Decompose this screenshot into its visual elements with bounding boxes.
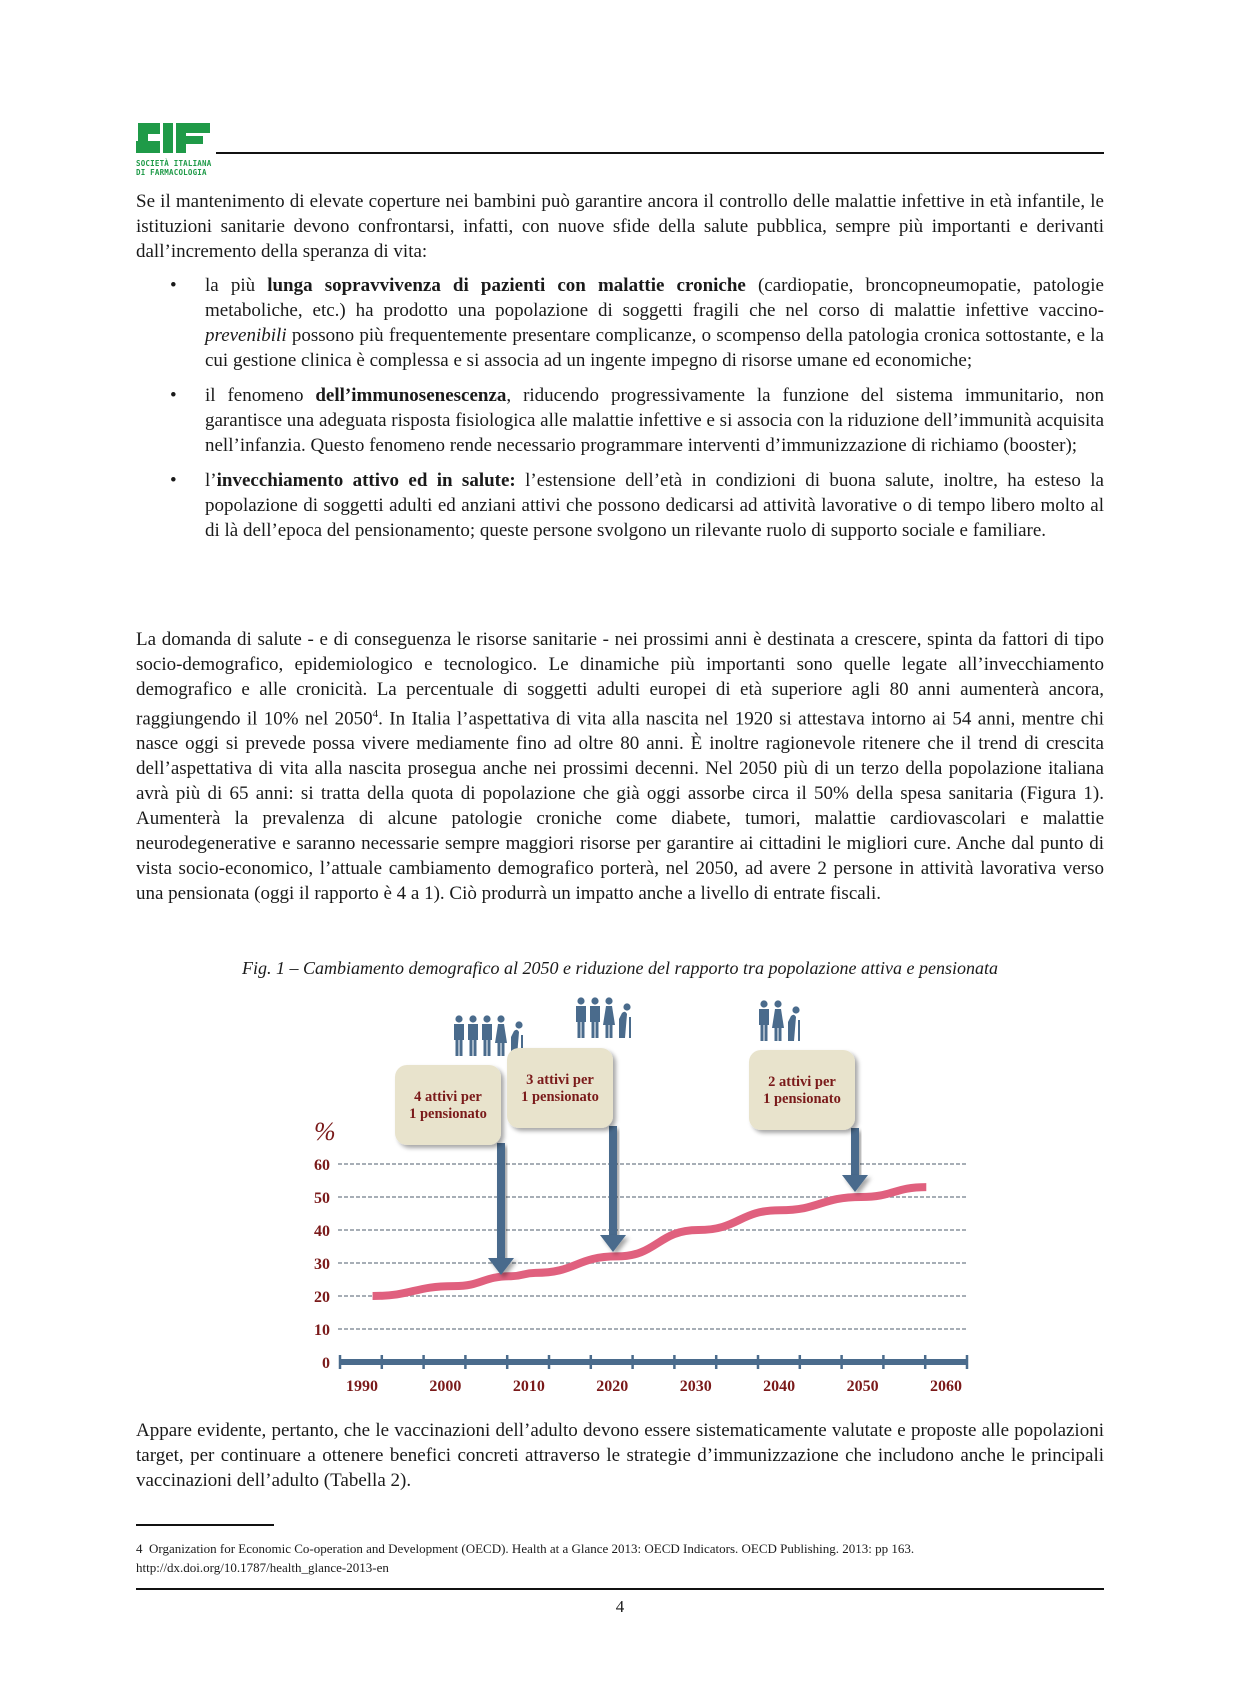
person-leg bbox=[456, 1039, 459, 1056]
callout-line1: 3 attivi per bbox=[526, 1072, 594, 1088]
main-paragraph bbox=[136, 627, 1104, 906]
person-leg bbox=[596, 1021, 599, 1038]
person-leg bbox=[488, 1039, 491, 1056]
bullet-dot-icon: • bbox=[170, 385, 177, 406]
bullet-list bbox=[136, 273, 1104, 553]
people-icon bbox=[759, 1000, 800, 1041]
x-tick-label: 2050 bbox=[846, 1378, 879, 1395]
annotations bbox=[395, 997, 868, 1275]
footer-rule bbox=[136, 1588, 1104, 1590]
bullet-bold: invecchiamento attivo ed in salute: bbox=[216, 470, 516, 491]
person-head bbox=[760, 1000, 767, 1007]
person-head bbox=[774, 1000, 781, 1007]
x-tick-label: 2030 bbox=[679, 1378, 712, 1395]
bullet-bold: lunga sopravvivenza di pazienti con malattie croniche bbox=[267, 275, 746, 296]
y-axis-labels bbox=[314, 1157, 330, 1372]
person-leg bbox=[765, 1024, 768, 1041]
x-tick-label: 2060 bbox=[930, 1378, 962, 1395]
bullet-item bbox=[136, 468, 1104, 543]
bullet-italic: prevenibili bbox=[205, 325, 287, 346]
callout-line2: 1 pensionato bbox=[409, 1106, 487, 1122]
person-body bbox=[454, 1024, 464, 1040]
person-leg bbox=[498, 1039, 501, 1056]
bullet-text: possono più frequentemente presentare complicanze, o scompenso della patologia cronica sottostante, e la cui gestione clinica è complessa e si associa ad un ingente impegno di risorse umane ed economiche; bbox=[205, 325, 1104, 371]
callout-line2: 1 pensionato bbox=[763, 1091, 841, 1107]
logo-text-line2: DI FARMACOLOGIA bbox=[136, 167, 207, 177]
footnote bbox=[136, 1539, 1104, 1577]
person-head bbox=[591, 997, 598, 1004]
person-leg bbox=[460, 1039, 463, 1056]
y-tick-label: 30 bbox=[314, 1256, 330, 1273]
elder-head bbox=[623, 1003, 630, 1010]
callout-box bbox=[395, 1065, 501, 1145]
callout-line1: 4 attivi per bbox=[414, 1089, 482, 1105]
sif-logo bbox=[136, 123, 216, 177]
footnote-link[interactable]: http://dx.doi.org/10.1787/health_glance-2013-en bbox=[136, 1560, 389, 1575]
person-leg bbox=[484, 1039, 487, 1056]
callout-box bbox=[749, 1050, 855, 1130]
person-leg bbox=[592, 1021, 595, 1038]
elder-cane bbox=[629, 1017, 631, 1038]
logo-text-line1: SOCIETÀ ITALIANA bbox=[136, 159, 212, 168]
x-tick-label: 2000 bbox=[429, 1378, 462, 1395]
bullet-text: la più bbox=[205, 275, 268, 296]
annotation-callout bbox=[395, 1015, 523, 1275]
bullet-text: l’estensione dell’età in condizioni di buona salute, inoltre, ha esteso la popolazione di soggetti adulti ed anziani attivi che possono dedicarsi ad attività lavorative o di tempo libero molto al di là dell’epoca del pensionamento; queste persone svolgono un rilevante ruolo di supporto sociale e familiare. bbox=[205, 470, 1104, 541]
arrow-shaft-icon bbox=[497, 1143, 505, 1258]
person-leg bbox=[582, 1021, 585, 1038]
x-axis-labels bbox=[346, 1378, 962, 1395]
person-body bbox=[495, 1024, 507, 1043]
elder-head bbox=[792, 1006, 799, 1013]
person-leg bbox=[775, 1024, 778, 1041]
person-leg bbox=[470, 1039, 473, 1056]
person-body bbox=[772, 1009, 784, 1028]
person-leg bbox=[502, 1039, 505, 1056]
person-head bbox=[577, 997, 584, 1004]
footnote-rule bbox=[136, 1524, 274, 1526]
y-axis-unit: % bbox=[314, 1117, 336, 1146]
y-tick-label: 60 bbox=[314, 1157, 330, 1174]
page-number: 4 bbox=[615, 1597, 625, 1616]
person-head bbox=[605, 997, 612, 1004]
series-line bbox=[373, 1187, 927, 1296]
callout-box bbox=[507, 1048, 613, 1128]
callout-line2: 1 pensionato bbox=[521, 1089, 599, 1105]
arrow-head-icon bbox=[842, 1175, 868, 1192]
y-tick-label: 20 bbox=[314, 1289, 330, 1306]
bullet-text: (cardiopatie, broncopneumopatie, patologie metaboliche, etc.) ha prodotto una popolazione di soggetti fragili che nel corso di malattie infettive vaccino- bbox=[205, 275, 1104, 321]
y-tick-label: 50 bbox=[314, 1190, 330, 1207]
person-body bbox=[482, 1024, 492, 1040]
person-leg bbox=[761, 1024, 764, 1041]
elder-head bbox=[515, 1021, 522, 1028]
bullet-dot-icon: • bbox=[170, 275, 177, 296]
intro-text: Se il mantenimento di elevate coperture nei bambini può garantire ancora il controllo delle malattie infettive in età infantile, le istituzioni sanitarie devono confrontarsi, infatti, con nuove sfide della salute pubblica, sempre più importanti e derivanti dall’incremento della speranza di vita: bbox=[136, 191, 1104, 262]
header-rule bbox=[216, 152, 1104, 154]
person-body bbox=[590, 1006, 600, 1022]
main-text: La domanda di salute - e di conseguenza le risorse sanitarie - nei prossimi anni è destinata a crescere, spinta da fattori di tipo socio-demografico, epidemiologico e tecnologico. Le dinamiche più importanti sono quelle legate all’invecchiamento demografico e alle cronicità. La percentuale di soggetti adulti europei di età superiore agli 80 anni aumenterà ancora, raggiungendo il 10% nel 2050 bbox=[136, 629, 1104, 730]
person-leg bbox=[779, 1024, 782, 1041]
bullet-bold: dell’immunosenescenza bbox=[315, 385, 507, 406]
closing-paragraph bbox=[136, 1418, 1104, 1493]
x-tick-label: 2010 bbox=[512, 1378, 545, 1395]
elder-body bbox=[619, 1012, 627, 1038]
bullet-item bbox=[136, 273, 1104, 373]
person-head bbox=[469, 1015, 476, 1022]
y-tick-label: 40 bbox=[314, 1223, 330, 1240]
person-body bbox=[759, 1009, 769, 1025]
person-head bbox=[455, 1015, 462, 1022]
chart-svg bbox=[290, 990, 990, 1410]
person-leg bbox=[610, 1021, 613, 1038]
x-tick-label: 1990 bbox=[346, 1378, 378, 1395]
closing-text: Appare evidente, pertanto, che le vaccinazioni dell’adulto devono essere sistematicamente valutate e proposte alle popolazioni target, per continuare a ottenere benefici concreti attraverso le strategie d’immunizzazione che includono anche le principali vaccinazioni dell’adulto (Tabella 2). bbox=[136, 1420, 1104, 1491]
person-head bbox=[483, 1015, 490, 1022]
x-axis bbox=[340, 1355, 967, 1369]
elder-cane bbox=[798, 1020, 800, 1041]
arrow-shaft-icon bbox=[609, 1126, 617, 1235]
elder-body bbox=[788, 1015, 796, 1041]
arrow-head-icon bbox=[600, 1235, 626, 1252]
arrow-shaft-icon bbox=[851, 1128, 859, 1175]
footnote-number: 4 bbox=[136, 1541, 143, 1556]
x-tick-label: 2020 bbox=[596, 1378, 629, 1395]
bullet-text: il fenomeno bbox=[205, 385, 316, 406]
intro-paragraph bbox=[136, 189, 1104, 264]
demographic-chart bbox=[290, 990, 990, 1410]
x-tick-label: 2040 bbox=[763, 1378, 796, 1395]
footnote-ref[interactable]: 4 bbox=[372, 708, 379, 720]
person-head bbox=[497, 1015, 504, 1022]
y-tick-label: 10 bbox=[314, 1322, 330, 1339]
figure-caption: Fig. 1 – Cambiamento demografico al 2050 e riduzione del rapporto tra popolazione attiva e pensionata bbox=[242, 958, 998, 978]
people-icon bbox=[576, 997, 631, 1038]
person-body bbox=[576, 1006, 586, 1022]
person-body bbox=[468, 1024, 478, 1040]
callout-line1: 2 attivi per bbox=[768, 1074, 836, 1090]
bullet-text: , riducendo progressivamente la funzione del sistema immunitario, non garantisce una adeguata risposta fisiologica alle malattie infettive e si associa con la riduzione dell’immunità acquisita nell’infanzia. Questo fenomeno rende necessario programmare interventi d’immunizzazione di richiamo (booster); bbox=[205, 385, 1104, 456]
main-text: . In Italia l’aspettativa di vita alla nascita nel 1920 si attestava intorno ai 54 anni, mentre chi nasce oggi si prevede possa vivere mediamente fino ad oltre 80 anni. È inoltre ragionevole ritenere che il trend di crescita dell’aspettativa di vita alla nascita prosegua anche nei prossimi decenni. Nel 2050 più di un terzo della popolazione italiana avrà più di 65 anni: si tratta della quota di popolazione che già oggi assorbe circa il 50% della spesa sanitaria (Figura 1). Aumenterà la prevalenza di alcune patologie croniche come diabete, tumori, malattie cardiovascolari e malattie neurodegenerative e saranno necessarie sempre maggiori risorse per garantire ai cittadini le migliori cure. Anche dal punto di vista socio-economico, l’attuale cambiamento demografico porterà, nel 2050, ad avere 2 persone in attività lavorativa verso una pensionata (oggi il rapporto è 4 a 1). Ciò produrrà un impatto anche a livello di entrate fiscali. bbox=[136, 708, 1104, 905]
person-leg bbox=[474, 1039, 477, 1056]
bullet-item bbox=[136, 383, 1104, 458]
annotation-callout bbox=[507, 997, 631, 1252]
bullet-text: l’ bbox=[205, 470, 217, 491]
sif-logo-mark-icon bbox=[136, 123, 216, 155]
y-tick-label: 0 bbox=[322, 1355, 330, 1372]
person-body bbox=[603, 1006, 615, 1025]
footnote-text: Organization for Economic Co-operation and Development (OECD). Health at a Glance 2013: OECD Indicators. OECD Publishing. 2013: pp 163. bbox=[149, 1541, 915, 1556]
bullet-dot-icon: • bbox=[170, 470, 177, 491]
person-leg bbox=[606, 1021, 609, 1038]
person-leg bbox=[578, 1021, 581, 1038]
